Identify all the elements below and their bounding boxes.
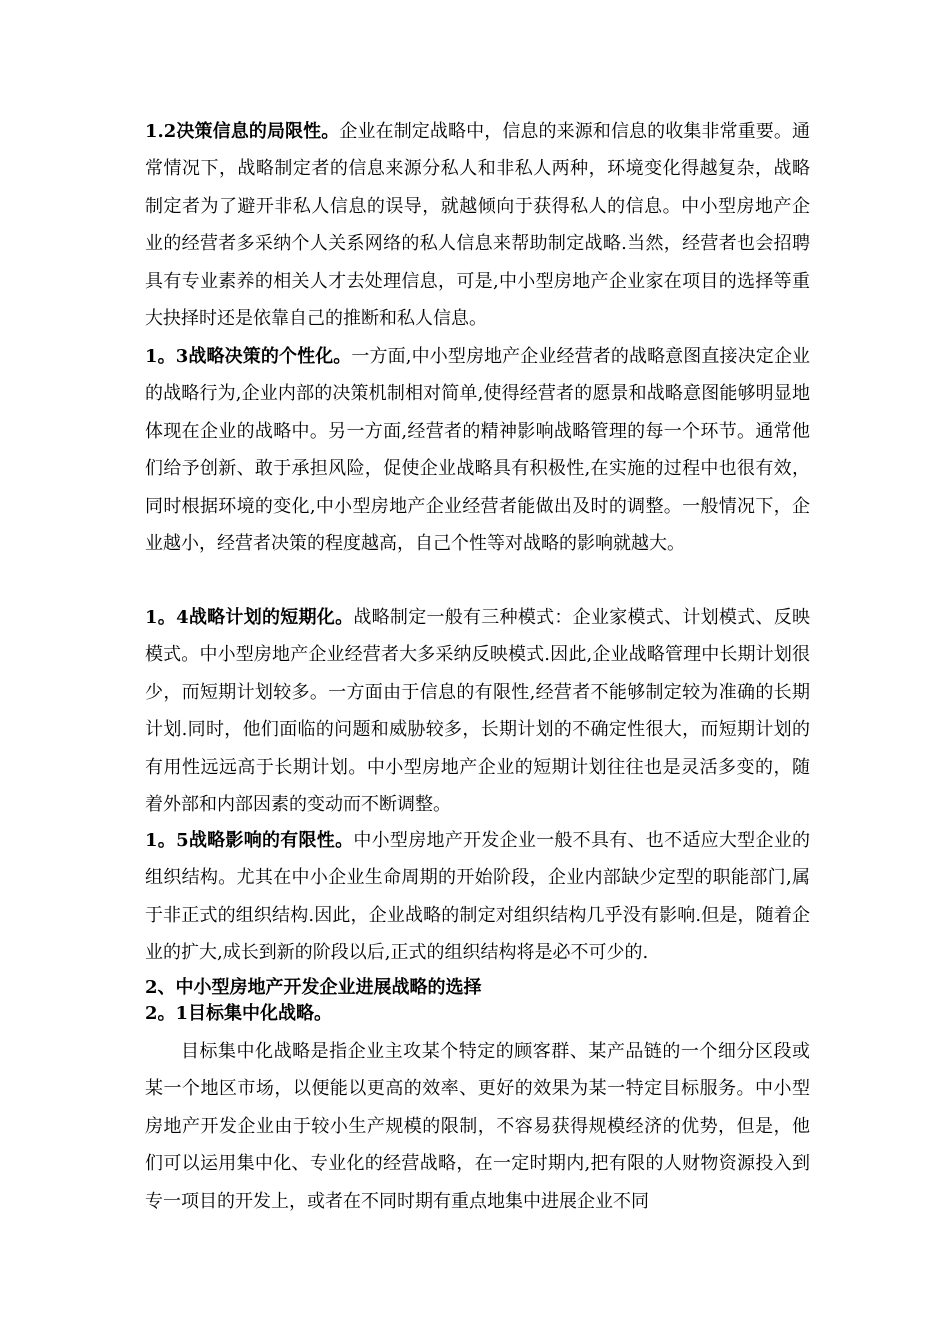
paragraph-1-3 — [145, 338, 810, 562]
heading-1-4: 1。4战略计划的短期化。 — [145, 607, 354, 628]
body-1-4: 战略制定一般有三种模式：企业家模式、计划模式、反映模式。中小型房地产企业经营者大多采纳反映模式.因此,企业战略管理中长期计划很少，而短期计划较多。一方面由于信息的有限性,经营者不能够制定较为准确的长期计划.同时，他们面临的问题和威胁较多，长期计划的不确定性很大，而短期计划的有用性远远高于长期计划。中小型房地产企业的短期计划往往也是灵活多变的，随着外部和内部因素的变动而不断调整。 — [145, 607, 810, 816]
paragraph-1-2 — [145, 113, 810, 337]
paragraph-2-1: 目标集中化战略是指企业主攻某个特定的顾客群、某产品链的一个细分区段或某一个地区市场，以便能以更高的效率、更好的效果为某一特定目标服务。中小型房地产开发企业由于较小生产规模的限制，不容易获得规模经济的优势，但是，他们可以运用集中化、专业化的经营战略，在一定时期内,把有限的人财物资源投入到专一项目的开发上，或者在不同时期有重点地集中进展企业不同 — [145, 1041, 810, 1212]
paragraph-1-5 — [145, 822, 810, 972]
section-title-2-1: 2。1目标集中化战略。 — [145, 1003, 333, 1024]
heading-1-3: 1。3战略决策的个性化。 — [145, 346, 352, 367]
heading-1-2: 1.2决策信息的局限性。 — [145, 121, 340, 142]
heading-1-5: 1。5战略影响的有限性。 — [145, 830, 354, 851]
body-1-3: 一方面,中小型房地产企业经营者的战略意图直接决定企业的战略行为,企业内部的决策机制相对简单,使得经营者的愿景和战略意图能够明显地体现在企业的战略中。另一方面,经营者的精神影响战略管理的每一个环节。通常他们给予创新、敢于承担风险，促使企业战略具有积极性,在实施的过程中也很有效，同时根据环境的变化,中小型房地产企业经营者能做出及时的调整。一般情况下，企业越小，经营者决策的程度越高，自己个性等对战略的影响就越大。 — [145, 346, 810, 555]
paragraph-1-4 — [145, 599, 810, 823]
body-1-5: 中小型房地产开发企业一般不具有、也不适应大型企业的组织结构。尤其在中小企业生命周期的开始阶段，企业内部缺少定型的职能部门,属于非正式的组织结构.因此，企业战略的制定对组织结构几乎没有影响.但是，随着企业的扩大,成长到新的阶段以后,正式的组织结构将是必不可少的. — [145, 830, 810, 964]
body-1-2: 企业在制定战略中，信息的来源和信息的收集非常重要。通常情况下，战略制定者的信息来源分私人和非私人两种，环境变化得越复杂，战略制定者为了避开非私人信息的误导，就越倾向于获得私人的信息。中小型房地产企业的经营者多采纳个人关系网络的私人信息来帮助制定战略.当然，经营者也会招聘具有专业素养的相关人才去处理信息，可是,中小型房地产企业家在项目的选择等重大抉择时还是依靠自己的推断和私人信息。 — [145, 121, 810, 330]
section-title-2: 2、中小型房地产开发企业进展战略的选择 — [145, 977, 482, 998]
